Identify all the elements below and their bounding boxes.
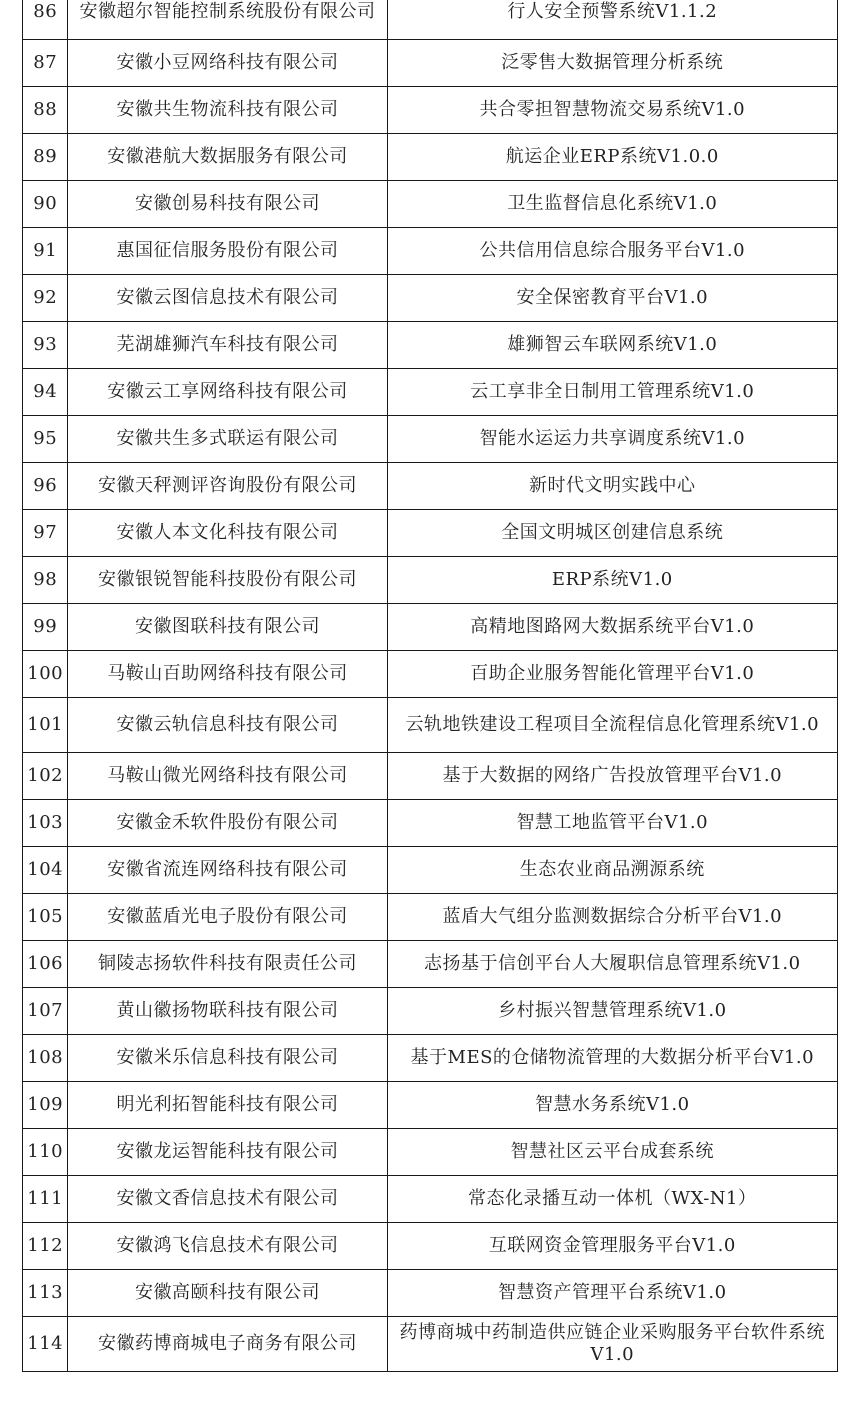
row-number-cell: 106 — [23, 941, 68, 988]
table-row — [23, 40, 838, 87]
system-name-cell: 常态化录播互动一体机（WX-N1） — [387, 1176, 837, 1223]
system-name-cell: 公共信用信息综合服务平台V1.0 — [387, 228, 837, 275]
row-number-cell: 95 — [23, 416, 68, 463]
table-row — [23, 1176, 838, 1223]
software-list-table-wrapper — [22, 0, 838, 1372]
row-number-cell: 99 — [23, 604, 68, 651]
company-name-cell: 安徽龙运智能科技有限公司 — [68, 1129, 387, 1176]
table-row — [23, 416, 838, 463]
row-number-cell: 86 — [23, 0, 68, 40]
table-row — [23, 1270, 838, 1317]
system-name-cell: 蓝盾大气组分监测数据综合分析平台V1.0 — [387, 894, 837, 941]
row-number-cell: 114 — [23, 1317, 68, 1372]
system-name-cell: 智慧工地监管平台V1.0 — [387, 800, 837, 847]
table-row — [23, 181, 838, 228]
system-name-cell: 云轨地铁建设工程项目全流程信息化管理系统V1.0 — [387, 698, 837, 753]
row-number-cell: 104 — [23, 847, 68, 894]
table-row — [23, 1223, 838, 1270]
system-name-cell: 志扬基于信创平台人大履职信息管理系统V1.0 — [387, 941, 837, 988]
system-name-cell: 雄狮智云车联网系统V1.0 — [387, 322, 837, 369]
company-name-cell: 马鞍山微光网络科技有限公司 — [68, 753, 387, 800]
system-name-cell: 互联网资金管理服务平台V1.0 — [387, 1223, 837, 1270]
table-row — [23, 557, 838, 604]
row-number-cell: 112 — [23, 1223, 68, 1270]
company-name-cell: 安徽云工享网络科技有限公司 — [68, 369, 387, 416]
company-name-cell: 安徽天秤测评咨询股份有限公司 — [68, 463, 387, 510]
row-number-cell: 88 — [23, 87, 68, 134]
company-name-cell: 安徽高颐科技有限公司 — [68, 1270, 387, 1317]
table-row — [23, 847, 838, 894]
company-name-cell: 安徽创易科技有限公司 — [68, 181, 387, 228]
row-number-cell: 97 — [23, 510, 68, 557]
company-name-cell: 黄山徽扬物联科技有限公司 — [68, 988, 387, 1035]
company-name-cell: 安徽云轨信息科技有限公司 — [68, 698, 387, 753]
row-number-cell: 109 — [23, 1082, 68, 1129]
table-row — [23, 0, 838, 40]
system-name-cell: 智慧社区云平台成套系统 — [387, 1129, 837, 1176]
company-name-cell: 惠国征信服务股份有限公司 — [68, 228, 387, 275]
row-number-cell: 98 — [23, 557, 68, 604]
table-row — [23, 228, 838, 275]
table-row — [23, 1082, 838, 1129]
system-name-cell: 安全保密教育平台V1.0 — [387, 275, 837, 322]
row-number-cell: 100 — [23, 651, 68, 698]
company-name-cell: 安徽港航大数据服务有限公司 — [68, 134, 387, 181]
table-row — [23, 651, 838, 698]
company-name-cell: 安徽人本文化科技有限公司 — [68, 510, 387, 557]
row-number-cell: 96 — [23, 463, 68, 510]
row-number-cell: 107 — [23, 988, 68, 1035]
system-name-cell: 云工享非全日制用工管理系统V1.0 — [387, 369, 837, 416]
system-name-cell: 智慧水务系统V1.0 — [387, 1082, 837, 1129]
row-number-cell: 87 — [23, 40, 68, 87]
system-name-cell: 生态农业商品溯源系统 — [387, 847, 837, 894]
system-name-cell: 高精地图路网大数据系统平台V1.0 — [387, 604, 837, 651]
table-row — [23, 800, 838, 847]
system-name-cell: 新时代文明实践中心 — [387, 463, 837, 510]
table-row — [23, 87, 838, 134]
system-name-cell: 智能水运运力共享调度系统V1.0 — [387, 416, 837, 463]
row-number-cell: 110 — [23, 1129, 68, 1176]
company-name-cell: 芜湖雄狮汽车科技有限公司 — [68, 322, 387, 369]
system-name-cell: ERP系统V1.0 — [387, 557, 837, 604]
table-row — [23, 1035, 838, 1082]
system-name-cell: 卫生监督信息化系统V1.0 — [387, 181, 837, 228]
system-name-cell: 泛零售大数据管理分析系统 — [387, 40, 837, 87]
row-number-cell: 111 — [23, 1176, 68, 1223]
company-name-cell: 安徽文香信息技术有限公司 — [68, 1176, 387, 1223]
company-name-cell: 安徽米乐信息科技有限公司 — [68, 1035, 387, 1082]
system-name-cell: 乡村振兴智慧管理系统V1.0 — [387, 988, 837, 1035]
table-row — [23, 510, 838, 557]
table-row — [23, 275, 838, 322]
system-name-cell: 行人安全预警系统V1.1.2 — [387, 0, 837, 40]
company-name-cell: 安徽金禾软件股份有限公司 — [68, 800, 387, 847]
row-number-cell: 92 — [23, 275, 68, 322]
table-row — [23, 698, 838, 753]
company-name-cell: 安徽共生物流科技有限公司 — [68, 87, 387, 134]
row-number-cell: 101 — [23, 698, 68, 753]
row-number-cell: 105 — [23, 894, 68, 941]
table-row — [23, 753, 838, 800]
table-row — [23, 604, 838, 651]
system-name-cell: 共合零担智慧物流交易系统V1.0 — [387, 87, 837, 134]
company-name-cell: 马鞍山百助网络科技有限公司 — [68, 651, 387, 698]
table-row — [23, 322, 838, 369]
row-number-cell: 89 — [23, 134, 68, 181]
company-name-cell: 安徽云图信息技术有限公司 — [68, 275, 387, 322]
company-name-cell: 安徽蓝盾光电子股份有限公司 — [68, 894, 387, 941]
company-name-cell: 安徽省流连网络科技有限公司 — [68, 847, 387, 894]
row-number-cell: 103 — [23, 800, 68, 847]
table-row — [23, 988, 838, 1035]
table-row — [23, 1129, 838, 1176]
system-name-cell: 全国文明城区创建信息系统 — [387, 510, 837, 557]
company-name-cell: 安徽超尔智能控制系统股份有限公司 — [68, 0, 387, 40]
row-number-cell: 91 — [23, 228, 68, 275]
row-number-cell: 113 — [23, 1270, 68, 1317]
row-number-cell: 94 — [23, 369, 68, 416]
system-name-cell: 智慧资产管理平台系统V1.0 — [387, 1270, 837, 1317]
software-list-table — [22, 0, 838, 1372]
system-name-cell: 百助企业服务智能化管理平台V1.0 — [387, 651, 837, 698]
company-name-cell: 铜陵志扬软件科技有限责任公司 — [68, 941, 387, 988]
system-name-cell: 航运企业ERP系统V1.0.0 — [387, 134, 837, 181]
company-name-cell: 明光利拓智能科技有限公司 — [68, 1082, 387, 1129]
company-name-cell: 安徽小豆网络科技有限公司 — [68, 40, 387, 87]
row-number-cell: 90 — [23, 181, 68, 228]
system-name-cell: 基于MES的仓储物流管理的大数据分析平台V1.0 — [387, 1035, 837, 1082]
system-name-cell: 基于大数据的网络广告投放管理平台V1.0 — [387, 753, 837, 800]
company-name-cell: 安徽银锐智能科技股份有限公司 — [68, 557, 387, 604]
table-row — [23, 894, 838, 941]
table-row — [23, 134, 838, 181]
table-body — [23, 0, 838, 1372]
table-row — [23, 369, 838, 416]
system-name-cell: 药博商城中药制造供应链企业采购服务平台软件系统V1.0 — [387, 1317, 837, 1372]
company-name-cell: 安徽共生多式联运有限公司 — [68, 416, 387, 463]
company-name-cell: 安徽图联科技有限公司 — [68, 604, 387, 651]
table-row — [23, 1317, 838, 1372]
table-row — [23, 463, 838, 510]
row-number-cell: 108 — [23, 1035, 68, 1082]
company-name-cell: 安徽药博商城电子商务有限公司 — [68, 1317, 387, 1372]
row-number-cell: 93 — [23, 322, 68, 369]
table-row — [23, 941, 838, 988]
company-name-cell: 安徽鸿飞信息技术有限公司 — [68, 1223, 387, 1270]
row-number-cell: 102 — [23, 753, 68, 800]
